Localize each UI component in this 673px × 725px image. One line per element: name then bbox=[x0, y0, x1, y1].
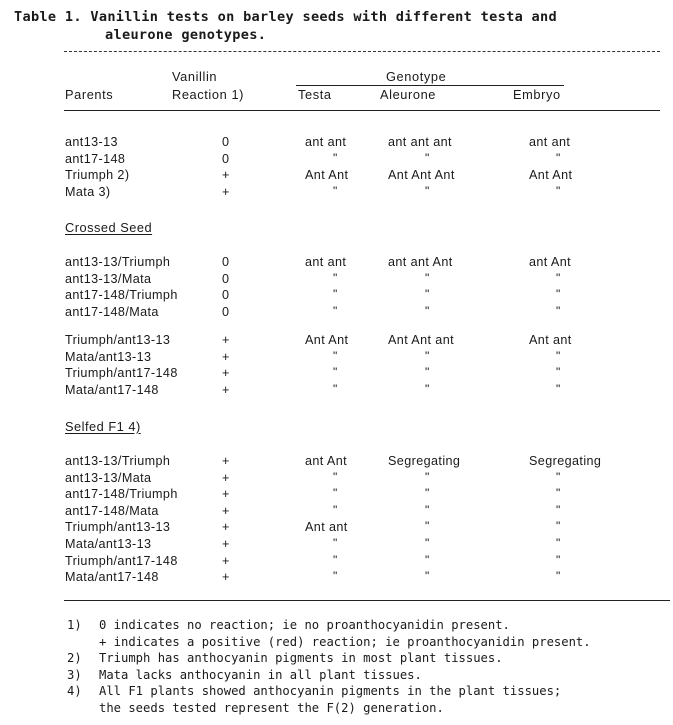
cell-parent: Triumph 2) bbox=[65, 168, 130, 182]
cell-reaction: + bbox=[222, 454, 230, 468]
cell-reaction: + bbox=[222, 487, 230, 501]
cell-parent: Triumph/ant13-13 bbox=[65, 520, 171, 534]
table-title-line-2: aleurone genotypes. bbox=[105, 27, 267, 43]
ditto-mark: " bbox=[425, 553, 430, 567]
ditto-mark: " bbox=[425, 271, 430, 285]
cell-parent: ant13-13/Mata bbox=[65, 471, 152, 485]
cell-reaction: + bbox=[222, 366, 230, 380]
ditto-mark: " bbox=[425, 365, 430, 379]
ditto-mark: " bbox=[556, 503, 561, 517]
ditto-mark: " bbox=[425, 287, 430, 301]
cell-reaction: 0 bbox=[222, 288, 230, 302]
footnote-text: + indicates a positive (red) reaction; ie proanthocyanidin present. bbox=[99, 635, 591, 649]
section-label: Selfed F1 4) bbox=[65, 419, 141, 434]
ditto-mark: " bbox=[333, 304, 338, 318]
ditto-mark: " bbox=[556, 536, 561, 550]
ditto-mark: " bbox=[425, 519, 430, 533]
ditto-mark: " bbox=[333, 365, 338, 379]
cell-reaction: + bbox=[222, 333, 230, 347]
ditto-mark: " bbox=[333, 184, 338, 198]
cell-reaction: + bbox=[222, 350, 230, 364]
cell-aleurone: Segregating bbox=[388, 454, 461, 468]
ditto-mark: " bbox=[333, 151, 338, 165]
ditto-mark: " bbox=[333, 271, 338, 285]
ditto-mark: " bbox=[425, 470, 430, 484]
cell-parent: ant17-148/Mata bbox=[65, 305, 159, 319]
ditto-mark: " bbox=[333, 470, 338, 484]
genotype-underline bbox=[296, 85, 564, 86]
ditto-mark: " bbox=[556, 553, 561, 567]
cell-testa: Ant Ant bbox=[305, 333, 349, 347]
cell-reaction: 0 bbox=[222, 272, 230, 286]
ditto-mark: " bbox=[556, 349, 561, 363]
cell-testa: Ant Ant bbox=[305, 168, 349, 182]
header-embryo: Embryo bbox=[513, 87, 561, 102]
cell-parent: Mata/ant13-13 bbox=[65, 350, 152, 364]
ditto-mark: " bbox=[556, 271, 561, 285]
cell-parent: Triumph/ant17-148 bbox=[65, 554, 178, 568]
cell-parent: ant13-13/Triumph bbox=[65, 454, 171, 468]
cell-testa: Ant ant bbox=[305, 520, 348, 534]
cell-reaction: + bbox=[222, 520, 230, 534]
ditto-mark: " bbox=[556, 382, 561, 396]
cell-aleurone: Ant Ant ant bbox=[388, 333, 455, 347]
cell-reaction: + bbox=[222, 185, 230, 199]
cell-parent: Mata/ant17-148 bbox=[65, 570, 159, 584]
cell-parent: Triumph/ant17-148 bbox=[65, 366, 178, 380]
cell-aleurone: ant ant Ant bbox=[388, 255, 453, 269]
cell-reaction: 0 bbox=[222, 255, 230, 269]
cell-embryo: Ant Ant bbox=[529, 168, 573, 182]
cell-parent: ant17-148/Triumph bbox=[65, 487, 178, 501]
ditto-mark: " bbox=[556, 470, 561, 484]
top-rule bbox=[64, 51, 660, 52]
cell-parent: Mata/ant13-13 bbox=[65, 537, 152, 551]
footnote-text: 0 indicates no reaction; ie no proanthocyanidin present. bbox=[99, 618, 510, 632]
cell-parent: ant17-148/Mata bbox=[65, 504, 159, 518]
cell-aleurone: ant ant ant bbox=[388, 135, 452, 149]
cell-parent: ant13-13 bbox=[65, 135, 118, 149]
cell-reaction: 0 bbox=[222, 305, 230, 319]
ditto-mark: " bbox=[425, 486, 430, 500]
cell-parent: ant13-13/Mata bbox=[65, 272, 152, 286]
ditto-mark: " bbox=[556, 287, 561, 301]
ditto-mark: " bbox=[333, 553, 338, 567]
ditto-mark: " bbox=[333, 287, 338, 301]
ditto-mark: " bbox=[556, 151, 561, 165]
cell-parent: ant17-148/Triumph bbox=[65, 288, 178, 302]
cell-reaction: + bbox=[222, 471, 230, 485]
header-genotype: Genotype bbox=[386, 69, 447, 84]
cell-reaction: + bbox=[222, 504, 230, 518]
cell-reaction: 0 bbox=[222, 135, 230, 149]
ditto-mark: " bbox=[556, 569, 561, 583]
cell-reaction: + bbox=[222, 570, 230, 584]
cell-testa: ant Ant bbox=[305, 454, 348, 468]
footnote-number: 1) bbox=[67, 618, 82, 632]
cell-parent: Mata 3) bbox=[65, 185, 111, 199]
ditto-mark: " bbox=[425, 304, 430, 318]
ditto-mark: " bbox=[556, 184, 561, 198]
ditto-mark: " bbox=[425, 569, 430, 583]
ditto-mark: " bbox=[556, 519, 561, 533]
cell-embryo: ant Ant bbox=[529, 255, 572, 269]
footnote-number: 2) bbox=[67, 651, 82, 665]
cell-reaction: + bbox=[222, 168, 230, 182]
cell-reaction: + bbox=[222, 383, 230, 397]
ditto-mark: " bbox=[556, 365, 561, 379]
cell-parent: Triumph/ant13-13 bbox=[65, 333, 171, 347]
footnote-text: Mata lacks anthocyanin in all plant tissues. bbox=[99, 668, 422, 682]
footnote-text: Triumph has anthocyanin pigments in most plant tissues. bbox=[99, 651, 503, 665]
table-title-line-1: Table 1. Vanillin tests on barley seeds with different testa and bbox=[14, 9, 557, 25]
section-label: Crossed Seed bbox=[65, 220, 153, 235]
cell-parent: ant13-13/Triumph bbox=[65, 255, 171, 269]
ditto-mark: " bbox=[425, 349, 430, 363]
ditto-mark: " bbox=[333, 536, 338, 550]
cell-aleurone: Ant Ant Ant bbox=[388, 168, 455, 182]
ditto-mark: " bbox=[425, 503, 430, 517]
cell-parent: Mata/ant17-148 bbox=[65, 383, 159, 397]
header-testa: Testa bbox=[298, 87, 332, 102]
header-parents: Parents bbox=[65, 87, 114, 102]
cell-testa: ant ant bbox=[305, 255, 347, 269]
ditto-mark: " bbox=[333, 503, 338, 517]
ditto-mark: " bbox=[425, 151, 430, 165]
ditto-mark: " bbox=[333, 382, 338, 396]
footnote-text: the seeds tested represent the F(2) generation. bbox=[99, 701, 444, 715]
ditto-mark: " bbox=[556, 486, 561, 500]
cell-testa: ant ant bbox=[305, 135, 347, 149]
ditto-mark: " bbox=[333, 486, 338, 500]
ditto-mark: " bbox=[425, 184, 430, 198]
header-reaction: Reaction 1) bbox=[172, 87, 245, 102]
header-aleurone: Aleurone bbox=[380, 87, 437, 102]
footnote-text: All F1 plants showed anthocyanin pigments in the plant tissues; bbox=[99, 684, 562, 698]
header-vanillin: Vanillin bbox=[172, 69, 218, 84]
cell-reaction: 0 bbox=[222, 152, 230, 166]
cell-reaction: + bbox=[222, 554, 230, 568]
cell-reaction: + bbox=[222, 537, 230, 551]
cell-embryo: Segregating bbox=[529, 454, 602, 468]
ditto-mark: " bbox=[333, 569, 338, 583]
cell-parent: ant17-148 bbox=[65, 152, 126, 166]
footnote-number: 3) bbox=[67, 668, 82, 682]
ditto-mark: " bbox=[333, 349, 338, 363]
bottom-rule bbox=[64, 600, 670, 601]
cell-embryo: Ant ant bbox=[529, 333, 572, 347]
ditto-mark: " bbox=[556, 304, 561, 318]
header-rule bbox=[64, 110, 660, 111]
ditto-mark: " bbox=[425, 536, 430, 550]
ditto-mark: " bbox=[425, 382, 430, 396]
footnote-number: 4) bbox=[67, 684, 82, 698]
cell-embryo: ant ant bbox=[529, 135, 571, 149]
